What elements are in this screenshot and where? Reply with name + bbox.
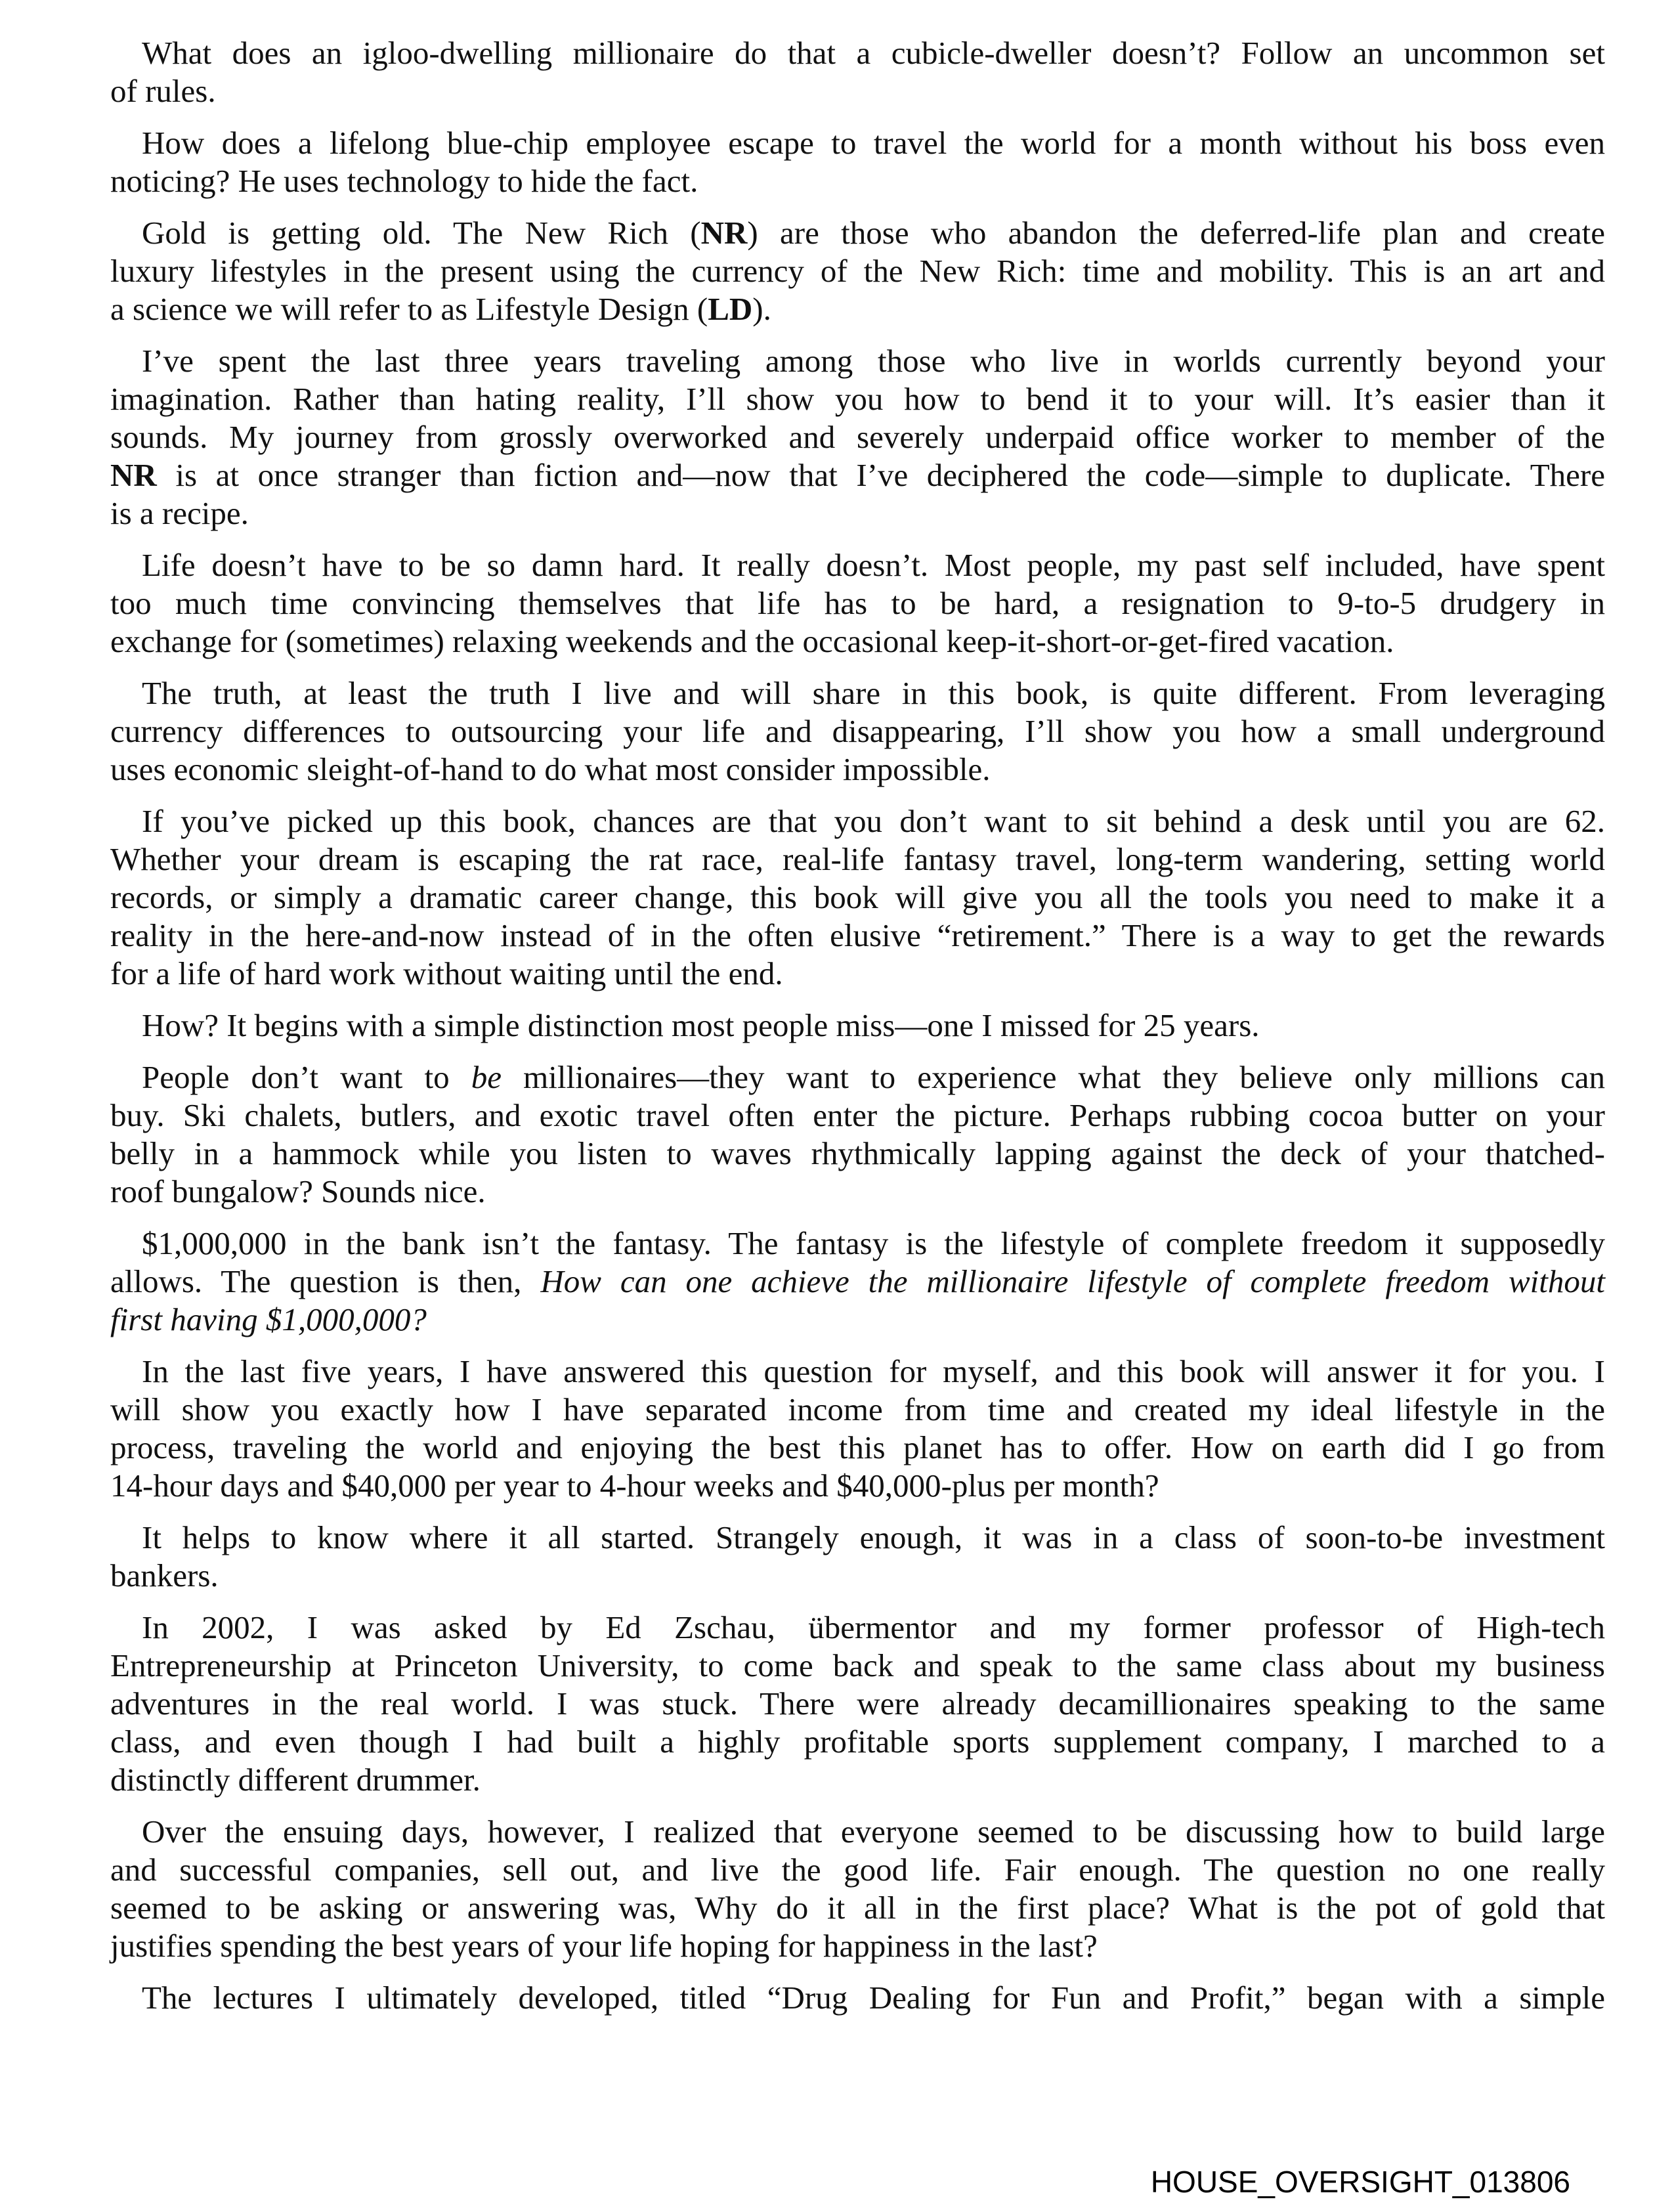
- text-line: sounds. My journey from grossly overworked and severely underpaid office worker to member of the: [110, 419, 1605, 455]
- text-line: belly in a hammock while you listen to waves rhythmically lapping against the deck of your thatched-: [110, 1135, 1605, 1171]
- paragraph: [110, 1813, 1605, 1965]
- text-line: adventures in the real world. I was stuck. There were already decamillionaires speaking to the same: [110, 1685, 1605, 1722]
- text-line: [110, 1263, 1605, 1301]
- text-line: class, and even though I had built a highly profitable sports supplement company, I marched to a: [110, 1724, 1605, 1760]
- text-line: In 2002, I was asked by Ed Zschau, übermentor and my former professor of High-tech: [142, 1609, 1605, 1645]
- text-line: How does a lifelong blue-chip employee escape to travel the world for a month without his boss even: [142, 125, 1605, 161]
- paragraph: [110, 1058, 1605, 1211]
- bold-text: NR: [700, 215, 748, 251]
- paragraph: [110, 1353, 1605, 1505]
- text-line: will show you exactly how I have separated income from time and created my ideal lifestyle in the: [110, 1391, 1605, 1427]
- text-line: process, traveling the world and enjoying the best this planet has to offer. How on earth did I go from: [110, 1429, 1605, 1465]
- text-line: Over the ensuing days, however, I realized that everyone seemed to be discussing how to build large: [142, 1813, 1605, 1850]
- text-line: for a life of hard work without waiting until the end.: [110, 955, 783, 991]
- paragraph: [110, 674, 1605, 789]
- text-line: uses economic sleight-of-hand to do what most consider impossible.: [110, 751, 991, 787]
- text-line: It helps to know where it all started. Strangely enough, it was in a class of soon-to-be investment: [142, 1519, 1605, 1555]
- text-run: People don’t want to: [142, 1059, 471, 1095]
- italic-text: How can one achieve the millionaire lifestyle of complete freedom without: [540, 1263, 1605, 1299]
- text-line: [110, 1301, 1605, 1339]
- text-line: is a recipe.: [110, 495, 249, 531]
- text-line: $1,000,000 in the bank isn’t the fantasy. The fantasy is the lifestyle of complete freedom it supposedly: [142, 1225, 1605, 1261]
- text-line: buy. Ski chalets, butlers, and exotic travel often enter the picture. Perhaps rubbing cocoa butter on your: [110, 1097, 1605, 1133]
- paragraph: [110, 342, 1605, 532]
- text-line: [110, 456, 1605, 494]
- paragraph: [110, 1007, 1605, 1045]
- text-line: seemed to be asking or answering was, Why do it all in the first place? What is the pot of gold that: [110, 1890, 1605, 1926]
- text-line: 14-hour days and $40,000 per year to 4-hour weeks and $40,000-plus per month?: [110, 1467, 1159, 1504]
- text-line: luxury lifestyles in the present using the currency of the New Rich: time and mobility. This is an art and: [110, 253, 1605, 289]
- paragraph: [110, 1519, 1605, 1595]
- bold-text: NR: [110, 457, 157, 493]
- text-line: [110, 214, 1605, 252]
- text-line: What does an igloo-dwelling millionaire do that a cubicle-dweller doesn’t? Follow an uncommon set: [142, 35, 1605, 71]
- paragraph: [110, 546, 1605, 661]
- text-line: [110, 1058, 1605, 1096]
- text-line: If you’ve picked up this book, chances are that you don’t want to sit behind a desk until you are 62.: [142, 803, 1605, 839]
- text-line: I’ve spent the last three years traveling among those who live in worlds currently beyond your: [142, 343, 1605, 379]
- text-line: of rules.: [110, 73, 216, 109]
- text-run: a science we will refer to as Lifestyle Design (: [110, 291, 708, 327]
- text-line: Whether your dream is escaping the rat race, real-life fantasy travel, long-term wandering, setting world: [110, 841, 1605, 877]
- paragraph: [110, 802, 1605, 993]
- paragraph: [110, 34, 1605, 110]
- text-line: The truth, at least the truth I live and will share in this book, is quite different. From leveraging: [142, 675, 1605, 711]
- text-line: In the last five years, I have answered this question for myself, and this book will answer it for you. I: [142, 1353, 1605, 1389]
- italic-text: first having $1,000,000?: [110, 1301, 427, 1337]
- paragraph: [110, 1225, 1605, 1339]
- text-line: too much time convincing themselves that life has to be hard, a resignation to 9-to-5 drudgery in: [110, 585, 1605, 621]
- bold-text: LD: [708, 291, 753, 327]
- italic-text: be: [471, 1059, 502, 1095]
- text-run: millionaires—they want to experience what they believe only millions can: [502, 1059, 1605, 1095]
- text-line: imagination. Rather than hating reality, I’ll show you how to bend it to your will. It’s easier than it: [110, 381, 1605, 417]
- paragraph: [110, 1979, 1605, 2017]
- paragraph: [110, 124, 1605, 200]
- text-line: justifies spending the best years of your life hoping for happiness in the last?: [110, 1928, 1098, 1964]
- text-run: allows. The question is then,: [110, 1263, 541, 1299]
- text-line: noticing? He uses technology to hide the fact.: [110, 163, 698, 199]
- text-line: reality in the here-and-now instead of in the often elusive “retirement.” There is a way to get the rewards: [110, 917, 1605, 953]
- text-line: How? It begins with a simple distinction most people miss—one I missed for 25 years.: [142, 1007, 1260, 1043]
- text-line: [110, 290, 1605, 328]
- text-line: exchange for (sometimes) relaxing weekends and the occasional keep-it-short-or-get-fired vacation.: [110, 623, 1394, 659]
- paragraph: [110, 214, 1605, 328]
- text-line: The lectures I ultimately developed, titled “Drug Dealing for Fun and Profit,” began with a simple: [142, 1980, 1605, 2016]
- text-run: Gold is getting old. The New Rich (: [142, 215, 701, 251]
- bates-number: HOUSE_OVERSIGHT_013806: [1150, 2165, 1570, 2199]
- text-line: distinctly different drummer.: [110, 1762, 481, 1798]
- text-run: ).: [752, 291, 771, 327]
- text-line: and successful companies, sell out, and live the good life. Fair enough. The question no one really: [110, 1852, 1605, 1888]
- text-line: roof bungalow? Sounds nice.: [110, 1173, 486, 1209]
- document-body: [110, 34, 1605, 2031]
- text-line: currency differences to outsourcing your life and disappearing, I’ll show you how a small underground: [110, 713, 1605, 749]
- text-line: Life doesn’t have to be so damn hard. It really doesn’t. Most people, my past self included, have spent: [142, 547, 1605, 583]
- text-line: records, or simply a dramatic career change, this book will give you all the tools you need to make it a: [110, 879, 1605, 915]
- text-line: Entrepreneurship at Princeton University, to come back and speak to the same class about my business: [110, 1647, 1605, 1683]
- text-run: ) are those who abandon the deferred-life plan and create: [747, 215, 1605, 251]
- text-line: bankers.: [110, 1557, 219, 1594]
- text-run: is at once stranger than fiction and—now that I’ve deciphered the code—simple to duplicate. There: [156, 457, 1605, 493]
- paragraph: [110, 1609, 1605, 1799]
